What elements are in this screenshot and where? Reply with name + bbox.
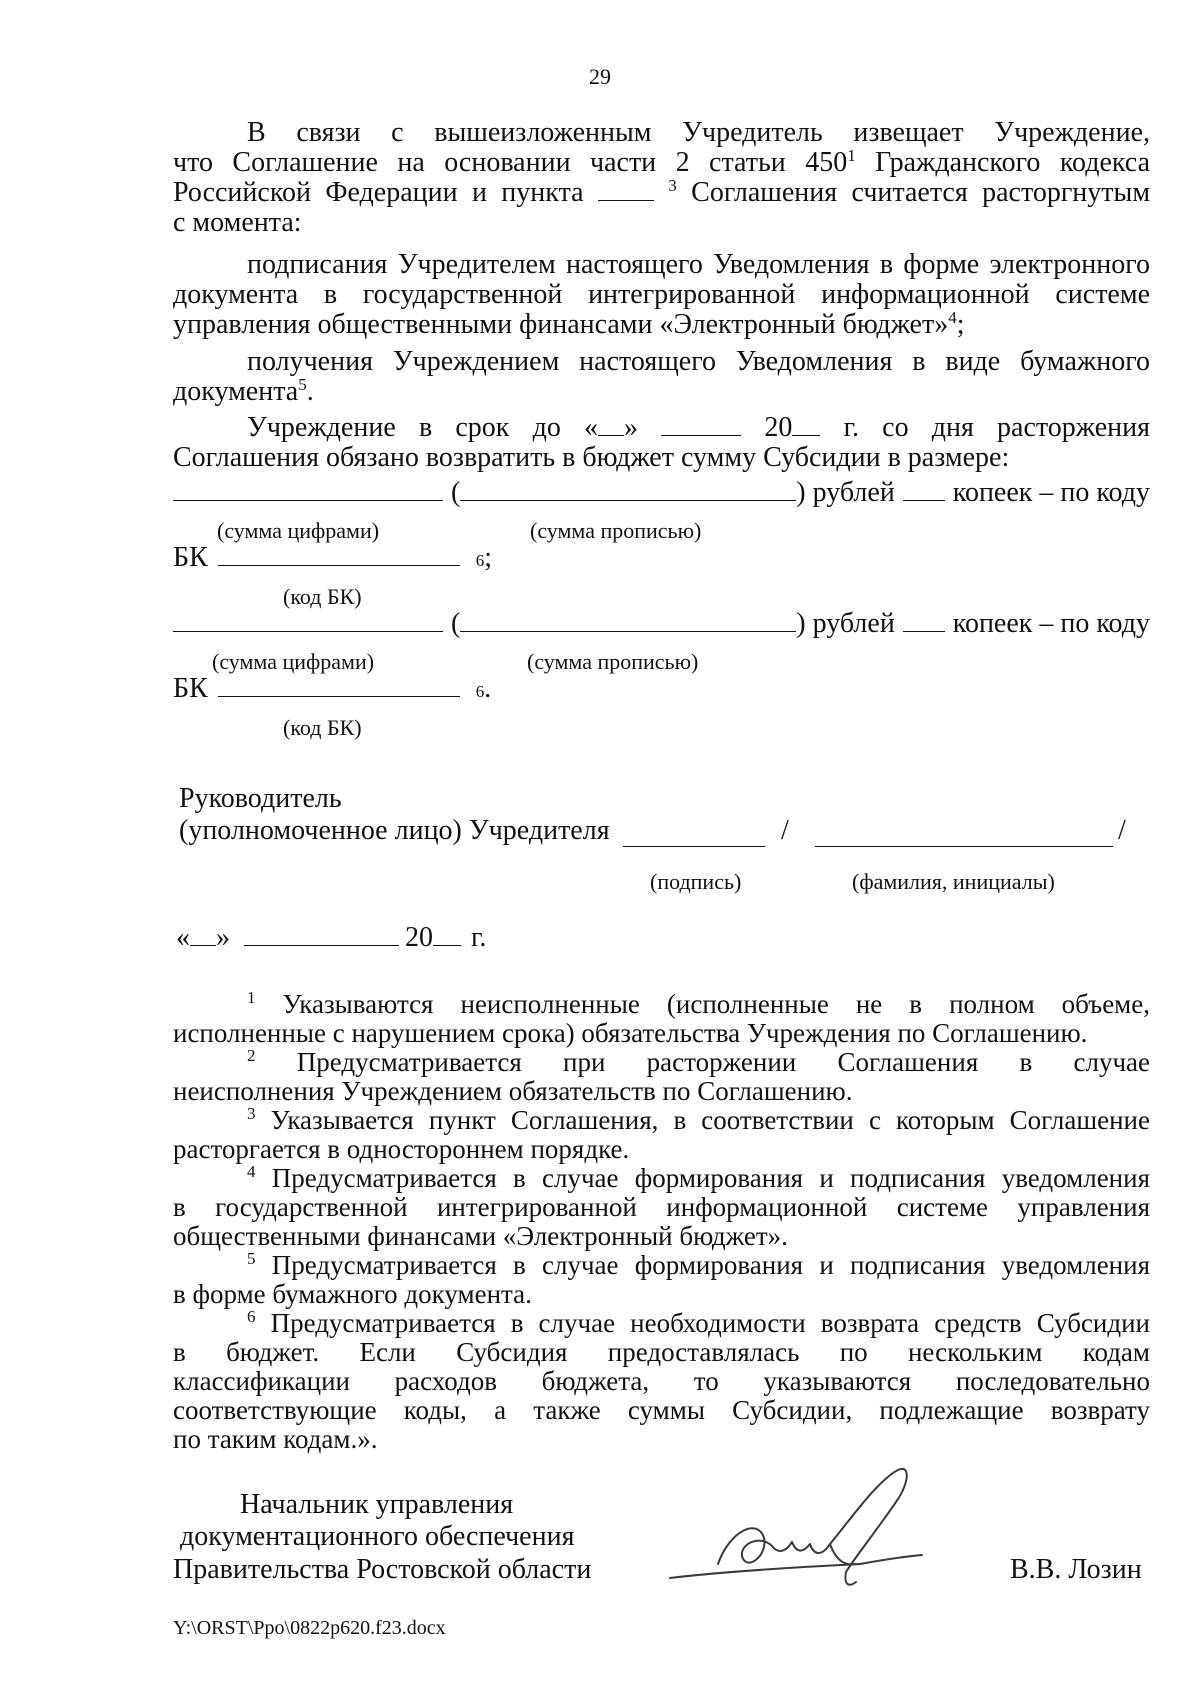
footnote-2-line2: неисполнения Учреждением обязательств по Соглашению. (173, 1076, 853, 1106)
kop-label-1: копеек – по коду (952, 477, 1150, 508)
para1-line1: В связи с вышеизложенным Учредитель извещает Учреждение, (247, 117, 1150, 148)
signer-name: В.В. Лозин (1010, 1554, 1142, 1585)
footnote-4 (173, 1164, 1150, 1251)
bk-end-1: ; (484, 542, 493, 573)
amount-words-group-1 (451, 478, 895, 508)
caption-surname: (фамилия, инициалы) (852, 869, 1055, 894)
bk-label-1: БК (173, 542, 208, 573)
handwritten-signature (660, 1460, 960, 1600)
para1-line2 (173, 148, 1150, 178)
blank-day (598, 413, 624, 436)
bk-label-2: БК (173, 673, 208, 704)
footnote-6 (173, 1309, 1150, 1454)
caption-signature: (подпись) (650, 869, 742, 894)
footnote-1-num: 1 (247, 988, 256, 1007)
footnote-2-line1 (173, 1048, 1150, 1077)
amount-words-group-2 (451, 609, 895, 639)
footnote-3-line2: расторгается в одностороннем порядке. (173, 1134, 630, 1164)
bk-end-2: . (484, 673, 492, 704)
footnote-5-text1: Предусматривается в случае формирования и подписания уведомления (271, 1250, 1150, 1280)
bk-row-1: БК 6 ; (173, 542, 493, 573)
signer-position-3: Правительства Ростовской области (173, 1554, 592, 1585)
footnote-5-line1 (173, 1251, 1150, 1280)
para2-line3-text: управления общественными финансами «Электронный бюджет» (173, 309, 949, 340)
footnote-ref-4: 4 (948, 308, 957, 327)
footnote-6-line2: в бюджет. Если Субсидия предоставлялась по нескольким кодам (173, 1337, 1150, 1367)
caption-bk-2: (код БК) (283, 715, 362, 740)
footnote-1-line1 (173, 990, 1150, 1019)
signer-position-1: Начальник управления (240, 1489, 514, 1520)
footnote-4-line1 (173, 1164, 1150, 1193)
blank-kopecks-2 (903, 609, 945, 632)
footnote-3-text1: Указывается пункт Соглашения, в соответствии с которым Соглашение (270, 1105, 1150, 1135)
page-number-text: 29 (589, 64, 611, 89)
date-year: 20 (405, 922, 433, 953)
page-number (0, 62, 1200, 92)
footnote-3-num: 3 (247, 1104, 256, 1123)
signer-position-2: документационного обеспечения (180, 1521, 575, 1552)
blank-year (792, 413, 820, 436)
footnote-4-text1: Предусматривается в случае формирования и подписания уведомления (271, 1163, 1150, 1193)
footnotes (173, 990, 1150, 1454)
rub-label-2: ) рублей (796, 608, 895, 639)
para4-year: 20 (764, 412, 793, 443)
para1-line3-a: Российской Федерации и пункта (173, 177, 584, 208)
footnote-ref-5: 5 (298, 375, 307, 394)
para1-line2-text: что Соглашение на основании части 2 статьи 450 (173, 147, 848, 178)
para1-line2-end: Гражданского кодекса (855, 147, 1150, 178)
para4-date-close: » (624, 412, 639, 443)
date-close-quote: » (216, 922, 230, 953)
paragraph-refund-deadline (173, 413, 1150, 473)
footnote-4-line3: общественными финансами «Электронный бюджет». (173, 1221, 788, 1251)
blank-date-day (190, 923, 216, 946)
slash-1: / (781, 815, 789, 846)
para2-line3-end: ; (956, 309, 965, 340)
blank-signature (623, 846, 765, 847)
signatory-title-2: (уполномоченное лицо) Учредителя (179, 815, 610, 846)
blank-clause-number (598, 178, 654, 201)
footnote-1 (173, 990, 1150, 1048)
caption-bk-1: (код БК) (283, 584, 362, 609)
caption-digits-2: (сумма цифрами) (212, 649, 375, 674)
blank-date-month (244, 923, 399, 946)
rub-label-1: ) рублей (796, 477, 895, 508)
footnote-5-line2: в форме бумажного документа. (173, 1279, 532, 1309)
paragraph-paper-receipt (173, 347, 1150, 407)
blank-kopecks-1 (903, 478, 945, 501)
paragraph-electronic-sign (173, 250, 1150, 340)
footnote-2 (173, 1048, 1150, 1106)
footnote-3-line1 (173, 1106, 1150, 1135)
para4-line2: Соглашения обязано возвратить в бюджет сумму Субсидии в размере: (173, 442, 1010, 473)
para3-line2 (173, 377, 1150, 407)
footnote-4-line2: в государственной интегрированной информационной системе управления (173, 1192, 1150, 1222)
para2-line2: документа в государственной интегрированной информационной системе (173, 279, 1150, 310)
amount-row-1 (173, 478, 1150, 508)
blank-amount-words-2 (460, 609, 796, 632)
blank-amount-digits-1 (173, 478, 443, 501)
footnote-1-line2: исполненные с нарушением срока) обязательства Учреждения по Соглашению. (173, 1018, 1088, 1048)
amount-row-2 (173, 609, 1150, 639)
para3-line2-text: документа (173, 376, 299, 407)
footnote-6-text1: Предусматривается в случае необходимости возврата средств Субсидии (270, 1308, 1150, 1338)
footnote-6-line5: по таким кодам.». (173, 1424, 378, 1454)
para4-line1-end: г. со дня расторжения (843, 412, 1151, 443)
date-line (176, 923, 486, 953)
blank-month (661, 413, 741, 436)
open-paren-2: ( (450, 608, 461, 639)
paragraph-termination-notice (173, 118, 1150, 238)
footnote-6-num: 6 (247, 1307, 256, 1326)
para1-line3 (173, 178, 1150, 208)
date-g: г. (471, 922, 487, 953)
blank-amount-words-1 (460, 478, 796, 501)
caption-digits-1: (сумма цифрами) (217, 518, 380, 543)
bk-row-2: БК 6 . (173, 673, 492, 704)
para2-line1: подписания Учредителем настоящего Уведомления в форме электронного (247, 249, 1150, 280)
footnote-ref-1: 1 (847, 146, 856, 165)
footnote-ref-3: 3 (668, 176, 677, 195)
footnote-5-num: 5 (247, 1249, 256, 1268)
footnote-1-text1: Указываются неисполненные (исполненные не в полном объеме, (282, 989, 1150, 1019)
kop-label-2: копеек – по коду (952, 608, 1150, 639)
para3-line1: получения Учреждением настоящего Уведомления в виде бумажного (247, 346, 1150, 377)
para4-line1 (173, 413, 1150, 443)
footnote-6-line3: классификации расходов бюджета, то указываются последовательно (173, 1366, 1150, 1396)
footnote-6-line1 (173, 1309, 1150, 1338)
para1-line4: с момента: (173, 207, 302, 238)
signatory-title-1: Руководитель (179, 783, 342, 814)
footnote-2-num: 2 (247, 1046, 256, 1065)
para4-year-group (764, 412, 820, 443)
caption-words-1: (сумма прописью) (530, 518, 702, 543)
blank-bk-code-1 (218, 543, 460, 566)
blank-bk-code-2 (218, 674, 460, 697)
footnote-6-line4: соответствующие коды, а также суммы Субсидии, подлежащие возврату (173, 1395, 1150, 1425)
blank-amount-digits-2 (173, 609, 443, 632)
para3-line2-end: . (306, 376, 314, 407)
para4-date-open: Учреждение в срок до « (247, 412, 599, 443)
open-paren-1: ( (450, 477, 461, 508)
caption-words-2: (сумма прописью) (527, 649, 699, 674)
para2-line3 (173, 310, 1150, 340)
footnote-2-text1: Предусматривается при расторжении Соглашения в случае (296, 1047, 1151, 1077)
blank-surname (815, 846, 1113, 847)
para1-line3-b: Соглашения считается расторгнутым (691, 177, 1151, 208)
footnote-4-num: 4 (247, 1162, 256, 1181)
date-open-quote: « (176, 922, 190, 953)
slash-2: / (1118, 815, 1126, 846)
footnote-3 (173, 1106, 1150, 1164)
footnote-5 (173, 1251, 1150, 1309)
blank-date-year (433, 923, 461, 946)
file-path: Y:\ORST\Ppo\0822p620.f23.docx (173, 1617, 446, 1639)
